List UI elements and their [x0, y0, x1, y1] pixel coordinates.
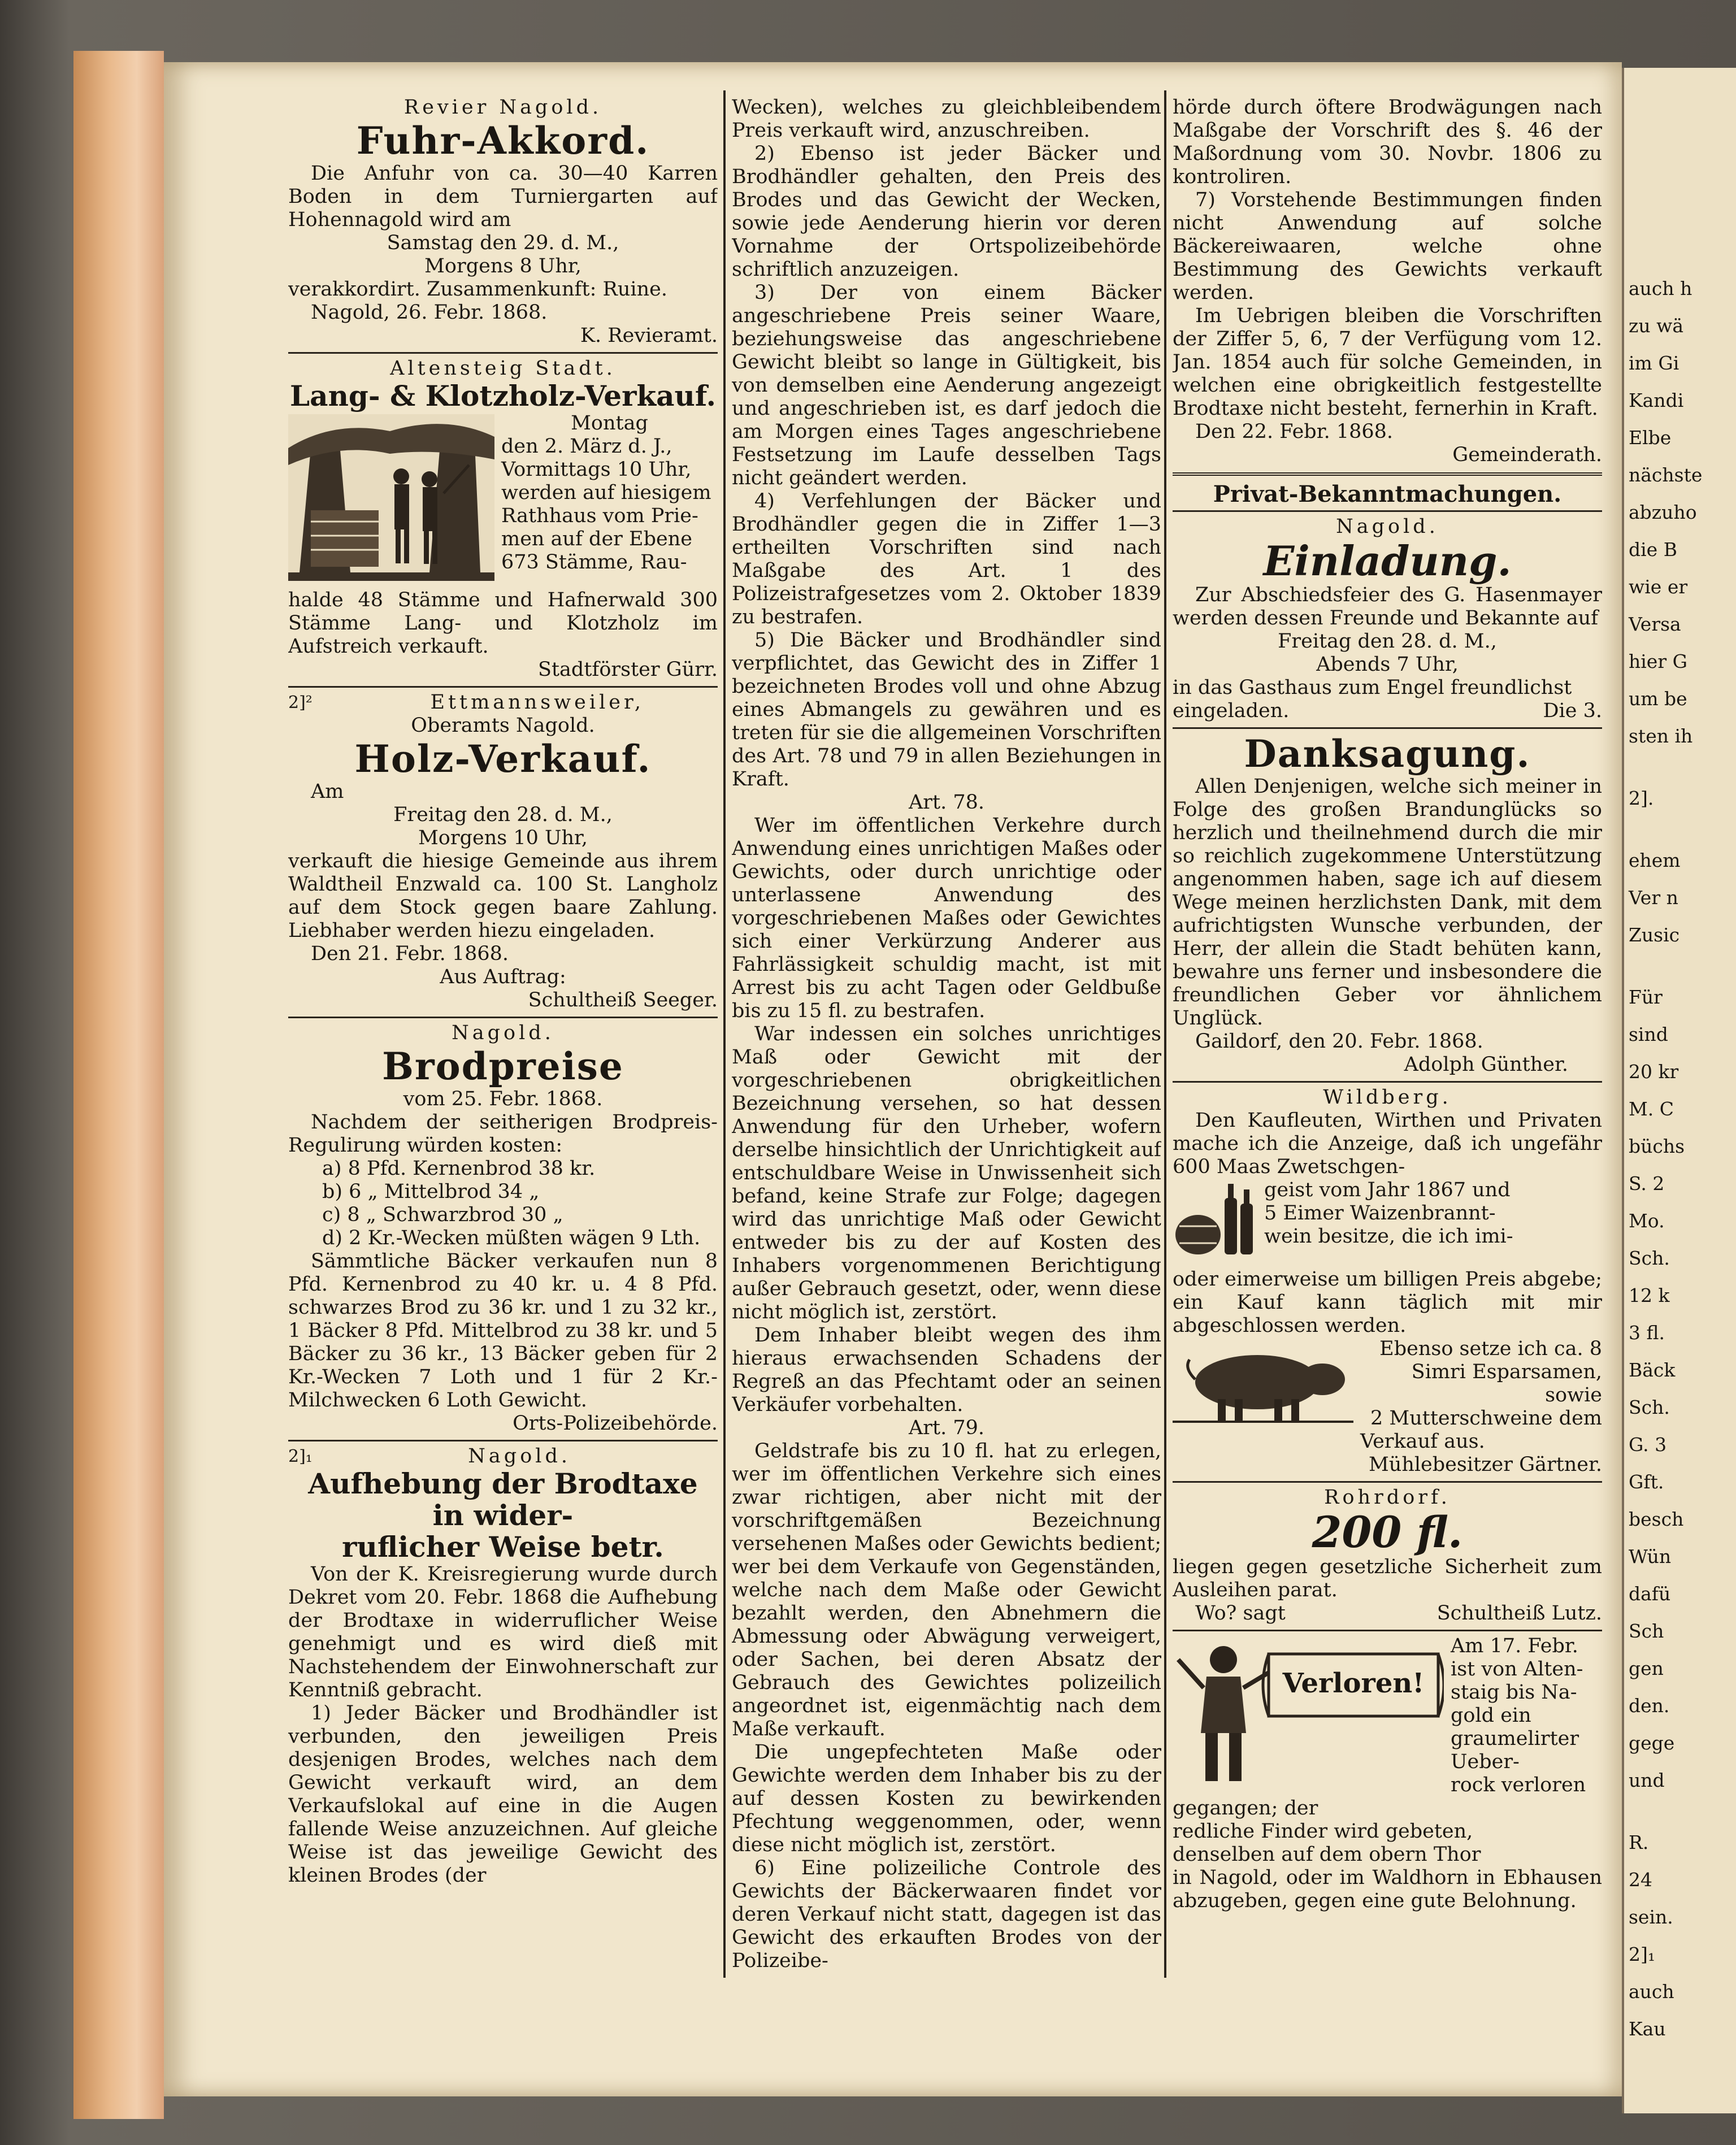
- ad-text: 673 Stämme, Rau-: [501, 551, 687, 574]
- divider: [1173, 727, 1602, 729]
- next-page-line: den.: [1629, 1695, 1670, 1717]
- ad-footer-row: [1173, 1030, 1602, 1053]
- ad-date: Freitag den 28. d. M.,: [393, 804, 613, 826]
- next-page-line: Gft.: [1629, 1471, 1664, 1493]
- price-item: b) 6 „ Mittelbrod 34 „: [322, 1180, 540, 1203]
- ad-heading: Einladung.: [1263, 537, 1512, 585]
- ad-heading: 200 fl.: [1312, 1507, 1463, 1557]
- ad-signature: Schultheiß Seeger.: [528, 989, 718, 1011]
- ad-text: in Nagold, oder im Waldhorn in Ebhausen abzugeben, gegen eine gute Belohnung.: [1173, 1866, 1602, 1912]
- divider: [1173, 1630, 1602, 1631]
- ad-text: geist vom Jahr 1867 und: [1264, 1179, 1511, 1201]
- ad-date: Nagold, 26. Febr. 1868.: [311, 301, 548, 324]
- ad-text: Von der K. Kreisregierung wurde durch Dekret vom 20. Febr. 1868 die Aufhebung der Brodtaxe in widerruflicher Weise genehmigt und es wird dieß mit Nachstehendem der Einwohnerschaft zur Kenntniß gebracht.: [288, 1563, 718, 1701]
- article-text: 2) Ebenso ist jeder Bäcker und Brodhändler gehalten, den Preis des Brodes und das Gewicht der Wecken, sowie jede Aenderung hierin vor deren Vornahme der Ortspolizeibehörde schriftlich anzuzeigen.: [732, 142, 1161, 281]
- column-1: [288, 96, 718, 1972]
- ad-mark: 2]²: [288, 693, 313, 713]
- woodcut-pig: [1173, 1340, 1353, 1430]
- price-item: a) 8 Pfd. Kernenbrod 38 kr.: [322, 1157, 596, 1180]
- section-heading: Privat-Bekanntmachungen.: [1213, 481, 1562, 507]
- ad-header-row: [288, 691, 718, 714]
- ad-header-row: [288, 1445, 718, 1468]
- ad-text: Vormittags 10 Uhr,: [501, 458, 692, 481]
- ad-text: in das Gasthaus zum Engel freundlichst: [1173, 676, 1572, 699]
- ad-text: Rathhaus vom Prie-: [501, 505, 698, 527]
- ad-text: liegen gegen gesetzliche Sicherheit zum Ausleihen parat.: [1173, 1556, 1602, 1601]
- next-page-line: Zusic: [1629, 924, 1680, 946]
- ad-date: Gaildorf, den 20. Febr. 1868.: [1195, 1030, 1483, 1053]
- next-page-line: G. 3: [1629, 1434, 1667, 1456]
- next-page-line: sein.: [1629, 1906, 1673, 1928]
- article-text: 6) Eine polizeiliche Controle des Gewichts der Bäckerwaaren findet vor deren Verkauf nicht statt, dagegen ist das Gewicht des erkauften Brodes von der Polizeibe-: [732, 1857, 1161, 1972]
- next-page-line: 2].: [1629, 787, 1654, 809]
- ad-text: Montag: [571, 412, 648, 435]
- ad-text: 5 Eimer Waizenbrannt-: [1264, 1202, 1496, 1225]
- article-heading: Art. 79.: [909, 1417, 984, 1439]
- next-page-line: Sch.: [1629, 1247, 1670, 1269]
- article-text: Dem Inhaber bleibt wegen des ihm hieraus erwachsenden Schadens der Regreß an das Pfechtamt oder an seinen Verkäufer vorbehalten.: [732, 1324, 1161, 1416]
- ad-mark: 2]₁: [288, 1447, 313, 1466]
- ad-text: werden auf hiesigem: [501, 481, 711, 504]
- article-signature: Gemeinderath.: [1452, 444, 1602, 466]
- next-page-line: Mo.: [1629, 1210, 1665, 1232]
- column-rule: [723, 90, 726, 1978]
- next-page-line: Ver n: [1629, 887, 1678, 909]
- column-2: [732, 96, 1161, 1972]
- article-text: Die ungepfechteten Maße oder Gewichte werden dem Inhaber bis zu der auf dessen Kosten zu bewirkenden Pfechtung weggenommen, oder, wenn diese nicht möglich ist, zerstört.: [732, 1741, 1161, 1856]
- ad-text: den 2. März d. J.,: [501, 435, 672, 458]
- article-text: Im Uebrigen bleiben die Vorschriften der Ziffer 5, 6, 7 der Verfügung vom 12. Jan. 1854 auch für solche Gemeinden, in welchen eine obrigkeitlich festgestellte Brodtaxe nicht besteht, fernerhin in Kraft.: [1173, 305, 1602, 420]
- next-page-line: Wün: [1629, 1545, 1672, 1568]
- next-page-line: sind: [1629, 1023, 1668, 1045]
- ad-place: Nagold.: [468, 1445, 571, 1467]
- next-page-line: um be: [1629, 688, 1687, 710]
- ad-text: Zur Abschiedsfeier des G. Hasenmayer werden dessen Freunde und Bekannte auf: [1173, 584, 1602, 629]
- ad-place: Ettmannsweiler,: [430, 691, 644, 714]
- next-page-line: nächste: [1629, 464, 1703, 486]
- next-page-line: Elbe: [1629, 427, 1672, 449]
- next-page-line: 20 kr: [1629, 1061, 1679, 1083]
- ad-place: Wildberg.: [1323, 1086, 1452, 1109]
- divider: [288, 1017, 718, 1018]
- ad-text: Den Kaufleuten, Wirthen und Privaten mache ich die Anzeige, daß ich ungefähr 600 Maas Zwetschgen-: [1173, 1109, 1602, 1178]
- next-page-line: und: [1629, 1769, 1665, 1791]
- next-page-line: Sch: [1629, 1620, 1664, 1642]
- ad-place: Nagold.: [1336, 515, 1439, 538]
- next-page-line: Sch.: [1629, 1396, 1670, 1418]
- ad-text: 1) Jeder Bäcker und Brodhändler ist verbunden, den jeweiligen Preis desjenigen Brodes, welches nach dem Gewicht verkauft wird, an dem Verkaufslokal auf eine in die Augen fallende Weise anzuzeichnen. Auf gleiche Weise ist das jeweilige Gewicht des kleinen Brodes (der: [288, 1702, 718, 1887]
- divider: [288, 686, 718, 688]
- next-page-line: M. C: [1629, 1098, 1674, 1120]
- ad-text: staig bis Na-: [1451, 1681, 1577, 1704]
- next-page-line: R.: [1629, 1831, 1649, 1853]
- ad-text: Simri Esparsamen, sowie: [1411, 1361, 1602, 1406]
- ad-signature: K. Revieramt.: [580, 324, 718, 347]
- ad-text: Am: [311, 780, 344, 803]
- next-page-line: gen: [1629, 1657, 1664, 1679]
- next-page-line: 3 fl.: [1629, 1322, 1665, 1344]
- ad-text: Am 17. Febr.: [1451, 1635, 1578, 1657]
- ad-date: Freitag den 28. d. M.,: [1278, 630, 1497, 653]
- ad-date: Den 21. Febr. 1868.: [311, 943, 509, 965]
- next-page-line: die B: [1629, 539, 1677, 561]
- article-heading: Art. 78.: [909, 791, 984, 814]
- next-page-line: 2]₁: [1629, 1943, 1656, 1965]
- next-page-line: wie er: [1629, 576, 1688, 598]
- ad-footer-row: [1173, 1602, 1602, 1625]
- article-date: Den 22. Febr. 1868.: [1195, 420, 1394, 443]
- next-page-line: besch: [1629, 1508, 1684, 1530]
- next-page-line: ehem: [1629, 849, 1681, 871]
- ad-signature: Adolph Günther.: [1404, 1053, 1568, 1076]
- ad-text: 2 Mutterschweine dem: [1370, 1407, 1602, 1430]
- ad-signature: Die 3.: [1543, 700, 1602, 722]
- next-page-line: auch: [1629, 1981, 1674, 2003]
- ad-heading: Brodpreise: [382, 1044, 624, 1088]
- ad-text: Wo? sagt: [1195, 1602, 1286, 1625]
- woodcut-lumberjacks: [288, 414, 494, 587]
- next-page-line: gege: [1629, 1732, 1675, 1754]
- price-item: d) 2 Kr.-Wecken müßten wägen 9 Lth.: [322, 1227, 701, 1249]
- divider: [288, 1440, 718, 1441]
- ad-heading: Holz-Verkauf.: [354, 737, 652, 781]
- next-page-line: zu wä: [1629, 315, 1684, 337]
- ad-place: Rohrdorf.: [1324, 1486, 1451, 1509]
- ad-text: wein besitze, die ich imi-: [1264, 1225, 1513, 1248]
- article-text: hörde durch öftere Brodwägungen nach Maßgabe der Vorschrift des §. 46 der Maßordnung vom 30. Novbr. 1806 zu kontroliren.: [1173, 96, 1602, 188]
- divider: [1173, 510, 1602, 512]
- divider: [1173, 1481, 1602, 1483]
- divider: [1173, 472, 1602, 479]
- ad-text: Verkauf aus.: [1360, 1430, 1485, 1453]
- ad-heading: Lang- & Klotzholz-Verkauf.: [290, 379, 716, 412]
- article-text: 5) Die Bäcker und Brodhändler sind verpflichtet, das Gewicht des in Ziffer 1 bezeichneten Brodes voll und ohne Abzug eines Abmangels zu gewähren und es treten für sie die allgemeinen Vorschriften des Art. 78 und 79 in allen Beziehungen in Kraft.: [732, 629, 1161, 791]
- next-page-line: hier G: [1629, 650, 1687, 672]
- next-page-line: Kandi: [1629, 389, 1684, 411]
- ad-text: eingeladen.: [1173, 700, 1290, 722]
- ad-text: Nachdem der seitherigen Brodpreis-Regulirung würden kosten:: [288, 1111, 718, 1157]
- ad-text: rock verloren gegangen; der: [1173, 1774, 1586, 1820]
- divider: [1173, 1081, 1602, 1083]
- next-page-line: büchs: [1629, 1135, 1685, 1157]
- ad-text: gold ein graumelirter Ueber-: [1451, 1704, 1579, 1773]
- article-text: 3) Der von einem Bäcker angeschriebene Preis seiner Waare, beziehungsweise das angeschriebene Gewicht bleibt so lange in Gültigkeit, bis von demselben eine Aenderung angezeigt und angeschrieben ist, es darf jedoch die am Morgen eines Tages angeschriebene Festsetzung im Laufe desselben Tags nicht geändert werden.: [732, 281, 1161, 489]
- woodcut-barrel-bottles: [1173, 1181, 1257, 1266]
- ad-text: denselben auf dem obern Thor: [1173, 1843, 1481, 1866]
- ad-text: ist von Alten-: [1451, 1658, 1583, 1681]
- ad-date: Samstag den 29. d. M.,: [387, 232, 619, 254]
- ad-time: Morgens 8 Uhr,: [424, 255, 581, 277]
- ad-signature: Mühlebesitzer Gärtner.: [1368, 1453, 1602, 1476]
- next-page-line: im Gi: [1629, 352, 1679, 374]
- ad-text: Aus Auftrag:: [440, 966, 566, 988]
- ad-signature: Stadtförster Gürr.: [538, 658, 718, 681]
- next-page-line: abzuho: [1629, 501, 1697, 523]
- next-page-line: sten ih: [1629, 725, 1693, 747]
- article-text: War indessen ein solches unrichtiges Maß oder Gewicht mit der vorgeschriebenen obrigkeitlichen Bezeichnung versehen, so hat dessen Anwendung für den Urheber, wofern derselbe hinsichtlich der Unrichtigkeit auf entschuldbare Weise in Unwissenheit sich befand, keine Strafe zur Folge; dagegen wird das unrichtige Maß oder Gewicht entweder bis zu der auf Kosten des Inhabers vorgenommenen Berichtigung außer Gebrauch gesetzt, oder, wenn diese nicht möglich ist, zerstört.: [732, 1023, 1161, 1323]
- next-page-line: Für: [1629, 986, 1663, 1008]
- next-page-line: Kau: [1629, 2018, 1666, 2040]
- ad-text: verkauft die hiesige Gemeinde aus ihrem Waldtheil Enzwald ca. 100 St. Langholz auf dem Stock gegen baare Zahlung. Liebhaber werden hiezu eingeladen.: [288, 850, 718, 942]
- article-text: Geldstrafe bis zu 10 fl. hat zu erlegen, wer im öffentlichen Verkehre sich eines zwar richtigen, aber nicht mit der vorschriftgemäßen Bezeichnung versehenen Maßes oder Gewichts bedient; wer bei dem Verkaufe von Gegenständen, welche nach dem Maße oder Gewicht bezahlt werden, den Abnehmern die Abmessung oder Abwägung verweigert, oder Sachen, bei deren Absatz der Gebrauch des Gewichtes polizeilich angeordnet ist, eigenmächtig nach dem Maße verkauft.: [732, 1440, 1161, 1740]
- next-page-line: auch h: [1629, 277, 1692, 299]
- ad-text: verakkordirt. Zusammenkunft: Ruine.: [288, 278, 667, 301]
- ad-place: Oberamts Nagold.: [411, 714, 595, 737]
- ad-heading: ruflicher Weise betr.: [342, 1530, 664, 1564]
- column-rule: [1164, 90, 1166, 1978]
- ad-heading: Danksagung.: [1244, 732, 1531, 776]
- price-item: c) 8 „ Schwarzbrod 30 „: [322, 1204, 563, 1226]
- ad-text: Die Anfuhr von ca. 30—40 Karren Boden in dem Turniergarten auf Hohennagold wird am: [288, 162, 718, 231]
- ad-time: Morgens 10 Uhr,: [418, 827, 588, 849]
- ad-text: Sämmtliche Bäcker verkaufen nun 8 Pfd. Kernenbrod zu 40 kr. u. 4 8 Pfd. schwarzes Brod zu 36 kr. und 1 zu 32 kr., 1 Bäcker 8 Pfd. Mittelbrod zu 38 kr. und 5 Bäcker zu 36 kr., 13 Bäcker geben für 2 Kr.-Wecken 7 Loth und 1 für 2 Kr.-Milchwecken 6 Loth Gewicht.: [288, 1250, 718, 1412]
- ad-place: Nagold.: [452, 1022, 554, 1044]
- next-page-line: S. 2: [1629, 1173, 1665, 1195]
- next-page-line: Bäck: [1629, 1359, 1676, 1381]
- ad-place: Altensteig Stadt.: [390, 357, 616, 380]
- ad-time: Abends 7 Uhr,: [1316, 653, 1459, 676]
- ad-text: men auf der Ebene: [501, 528, 692, 550]
- ad-text: oder eimerweise um billigen Preis abgebe; ein Kauf kann täglich mit mir abgeschlossen werden.: [1173, 1268, 1602, 1337]
- next-page-line: dafü: [1629, 1583, 1671, 1605]
- ad-revier-nagold: Revier Nagold.: [403, 96, 602, 119]
- ad-signature: Orts-Polizeibehörde.: [513, 1412, 718, 1435]
- ad-date: vom 25. Febr. 1868.: [403, 1088, 603, 1110]
- ad-heading: Fuhr-Akkord.: [356, 119, 650, 163]
- ad-text: Ebenso setze ich ca. 8: [1379, 1338, 1602, 1360]
- ad-signature: Schultheiß Lutz.: [1436, 1602, 1602, 1625]
- ad-footer-row: [1173, 700, 1602, 723]
- next-page-line: 24: [1629, 1869, 1652, 1891]
- ad-text: halde 48 Stämme und Hafnerwald 300 Stämme Lang- und Klotzholz im Aufstreich verkauft.: [288, 589, 718, 658]
- article-text: Wecken), welches zu gleichbleibendem Preis verkauft wird, anzuschreiben.: [732, 96, 1161, 142]
- divider: [288, 352, 718, 354]
- article-text: Wer im öffentlichen Verkehre durch Anwendung eines unrichtigen Maßes oder Gewichts, oder durch unrichtige oder unterlassene Anwendung des vorgeschriebenen Maßes oder Gewichtes sich einer Verkürzung Anderer aus Fahrlässigkeit schuldig macht, ist mit Arrest bis zu acht Tagen oder Geldbuße bis zu 15 fl. zu bestrafen.: [732, 814, 1161, 1022]
- article-text: 7) Vorstehende Bestimmungen finden nicht Anwendung auf solche Bäckereiwaaren, welche ohne Bestimmung des Gewichts verkauft werden.: [1173, 189, 1602, 304]
- ad-text: Allen Denjenigen, welche sich meiner in Folge des großen Brandunglücks so herzlich und theilnehmend durch die mir so reichlich zugekommene Unterstützung angenommen haben, sage ich auf diesem Wege meinen herzlichsten Dank, mit dem aufrichtigsten Wunsche verbunden, der Herr, der allein die Stadt behüten kann, bewahre uns ferner und insbesondere die freundlichen Geber vor ähnlichem Unglück.: [1173, 775, 1602, 1030]
- next-page-line: 12 k: [1629, 1284, 1670, 1306]
- ad-heading: Aufhebung der Brodtaxe in wider-: [308, 1467, 698, 1532]
- book-page-edges: [73, 51, 164, 2119]
- lost-banner-text: Verloren!: [1282, 1668, 1425, 1699]
- ad-text: redliche Finder wird gebeten,: [1173, 1820, 1473, 1843]
- article-text: 4) Verfehlungen der Bäcker und Brodhändler gegen die in Ziffer 1—3 ertheilten Vorschriften sind nach Maßgabe des Art. 1 des Polizeistrafgesetzes vom 2. Oktober 1839 zu bestrafen.: [732, 490, 1161, 628]
- next-page-line: Versa: [1629, 613, 1681, 635]
- woodcut-lost-banner: [1173, 1637, 1444, 1790]
